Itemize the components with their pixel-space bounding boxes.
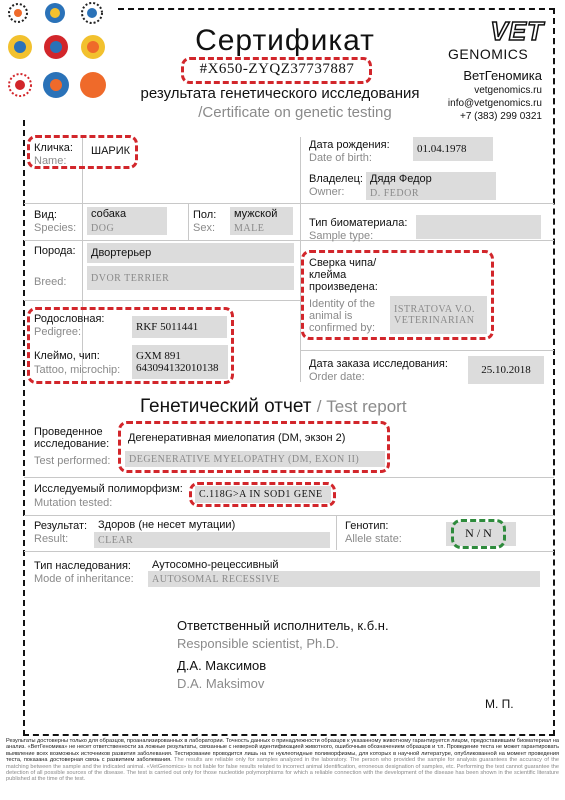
pedigree-value: RKF 5011441 (132, 316, 227, 338)
birth-label-en: Date of birth: (309, 152, 372, 164)
inheritance-label-en: Mode of inheritance: (34, 573, 134, 585)
stamp-label: М. П. (485, 697, 514, 711)
name-label-en: Name: (34, 155, 67, 167)
verify-label-ru: Сверка чипа/клейма произведена: (309, 257, 378, 293)
verify-label-en: Identity of the animal is confirmed by: (309, 298, 376, 334)
tattoo-label-en: Tattoo, microchip: (34, 364, 121, 376)
mutation-label-ru: Исследуемый полиморфизм: (34, 483, 183, 495)
breed-label-en: Breed: (34, 276, 67, 288)
owner-value-ru: Дядя Федор (366, 172, 496, 186)
verify-value-line2: VETERINARIAN (394, 315, 475, 326)
order-label-ru: Дата заказа исследования: (309, 358, 448, 370)
result-label-ru: Результат: (34, 520, 88, 532)
biomaterial-value (416, 215, 541, 239)
dot-5 (44, 35, 68, 59)
biomaterial-label-en: Sample type: (309, 230, 374, 242)
dot-6 (81, 35, 105, 59)
dashed-frame-left (23, 120, 27, 736)
sex-label-en: Sex: (193, 222, 216, 234)
subtitle-ru: результата генетического исследования (140, 85, 420, 102)
name-highlight (27, 135, 138, 169)
genotype-value: N / N (465, 526, 492, 540)
decorative-dots (0, 0, 120, 115)
grid-hline-2 (24, 240, 554, 241)
test-label-en: Test performed: (34, 455, 111, 467)
pedigree-label-en: Pedigree: (34, 326, 82, 338)
owner-label-ru: Владелец: (309, 173, 363, 185)
verify-value-box (390, 296, 487, 334)
tattoo-value-line2: 643094132010138 (136, 362, 219, 374)
grid-hline-6 (24, 515, 554, 516)
dot-8 (43, 72, 69, 98)
page-title: Сертификат (195, 24, 375, 57)
result-value-ru: Здоров (не несет мутации) (94, 518, 330, 532)
breed-label-ru: Порода: (34, 245, 76, 257)
test-value-en: DEGENERATIVE MYELOPATHY (DM, EXON II) (125, 451, 385, 467)
species-label-en: Species: (34, 222, 77, 234)
mutation-value: C.118G>A IN SOD1 GENE (195, 486, 331, 503)
tattoo-label-ru: Клеймо, чип: (34, 350, 100, 362)
sex-label-ru: Пол: (193, 209, 217, 221)
dashed-frame-bottom (23, 734, 555, 736)
name-label-ru: Кличка: (34, 142, 73, 154)
grid-hline-7 (24, 551, 554, 552)
dot-9 (80, 72, 106, 98)
order-value: 25.10.2018 (468, 356, 544, 384)
birth-value: 01.04.1978 (413, 137, 493, 161)
footer-text-ru: Результаты достоверны только для образцов, проанализированных в лаборатории. Точность данных о принадлежности образцов к указанному животному гарантируется лицом, предоставившим биоматериал на анализ. «ВетГеномика» не несет ответственности за ложные результаты, связанные с неверной идентификацией животного, ошибочным обозначением образцов и т.п. Проведение теста не может гарантировать выявление всех возможных источников развития заболевания. Тестирование проводится лишь на те нуклеотидные полиморфизмы, для которых в научной литературе, опубликованной на момент проведения теста, показана достоверная связь с развитием заболевания. (6, 738, 559, 764)
dot-2 (45, 3, 65, 23)
genotype-label-en: Allele state: (345, 533, 402, 545)
logo (446, 16, 546, 70)
subtitle-en: /Certificate on genetic testing (198, 104, 392, 121)
biomaterial-label-ru: Тип биоматериала: (309, 217, 408, 229)
footer-disclaimer (6, 738, 559, 783)
signature-role-ru: Ответственный исполнитель, к.б.н. (177, 618, 389, 633)
dashed-frame-right-edge (553, 8, 555, 736)
logo-name-ru: ВетГеномика (463, 68, 542, 83)
inheritance-label-ru: Тип наследования: (34, 560, 131, 572)
inheritance-value-ru: Аутосомно-рецессивный (148, 557, 540, 572)
signature-name-en: D.A. Maksimov (177, 676, 265, 691)
tattoo-value-box (132, 345, 228, 379)
grid-hline-3 (24, 300, 300, 301)
breed-value-en: DVOR TERRIER (87, 266, 294, 290)
sex-value-en: MALE (230, 221, 293, 235)
owner-value-en: D. FEDOR (366, 186, 496, 200)
grid-hline-4 (300, 350, 554, 351)
name-value: ШАРИК (91, 145, 131, 157)
signature-name-ru: Д.А. Максимов (177, 658, 267, 673)
grid-vline-4 (336, 516, 337, 550)
species-label-ru: Вид: (34, 209, 57, 221)
report-title (140, 396, 460, 418)
result-value-en: CLEAR (94, 532, 330, 548)
mutation-label-en: Mutation tested: (34, 497, 113, 509)
sex-value-ru: мужской (230, 207, 293, 221)
cert-number: #X650-ZYQZ37737887 (199, 61, 355, 77)
dot-4 (8, 35, 32, 59)
grid-vline-2 (188, 203, 189, 240)
logo-genomics: GENOMICS (448, 46, 529, 62)
pedigree-label-ru: Родословная: (34, 313, 105, 325)
owner-label-en: Owner: (309, 186, 345, 198)
grid-hline-1 (24, 203, 554, 204)
dot-7 (9, 74, 31, 96)
inheritance-value-en: AUTOSOMAL RECESSIVE (148, 571, 540, 587)
species-value-ru: собака (87, 207, 167, 221)
test-label-ru: Проведенное исследование: (34, 426, 110, 450)
result-label-en: Result: (34, 533, 69, 545)
logo-vet: VET (490, 16, 544, 46)
verify-value-line1: ISTRATOVA V.O. (394, 304, 476, 315)
signature-role-en: Responsible scientist, Ph.D. (177, 636, 339, 651)
genotype-label-ru: Генотип: (345, 520, 389, 532)
footer-text-en: The results are reliable only for samples analyzed in the laboratory. The person who provided the sample for analysis guarantees the accuracy of the matching between the sample and the indicated animal. «VetGenomics» is not liable for false results related to incorrect animal identification, erroneous designation of samples, etc. Performing the test cannot guarantee the detection of all possible sources of the disease. The test is carried out only for those nucleotide polymorphisms for which a reliable connection with the development of the disease has been shown in the scientific literature published at the time of the test. (6, 757, 559, 783)
order-label-en: Order date: (309, 371, 365, 383)
logo-email: info@vetgenomics.ru (447, 98, 542, 109)
report-title-ru: Генетический отчет (140, 396, 312, 417)
breed-value-ru: Двортерьер (87, 243, 294, 263)
test-value-ru: Дегенеративная миелопатия (DM, экзон 2) (128, 432, 346, 444)
report-title-en: / Test report (316, 397, 407, 416)
dot-3 (82, 3, 102, 23)
grid-hline-5 (24, 477, 554, 478)
birth-label-ru: Дата рождения: (309, 139, 390, 151)
logo-phone: +7 (383) 299 0321 (459, 111, 542, 122)
logo-site: vetgenomics.ru (474, 85, 542, 96)
dot-1 (9, 4, 27, 22)
species-value-en: DOG (87, 221, 167, 235)
tattoo-value-line1: GXM 891 (136, 350, 181, 362)
